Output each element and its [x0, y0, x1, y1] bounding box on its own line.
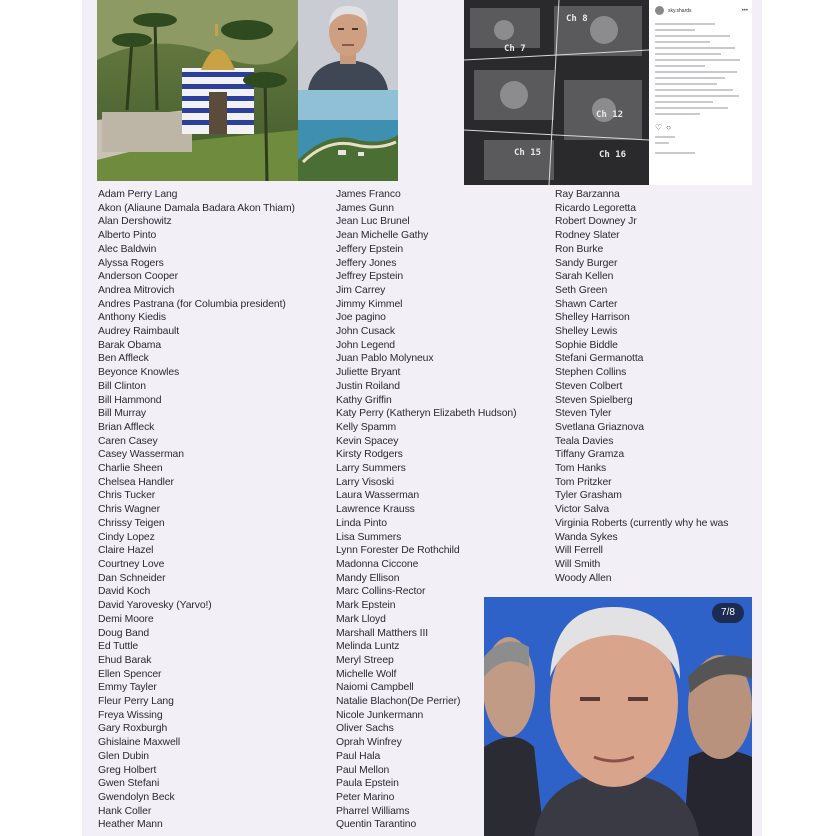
- name-entry: Victor Salva: [555, 504, 610, 516]
- name-entry: Hank Coller: [98, 805, 152, 817]
- name-entry: Stephen Collins: [555, 367, 627, 379]
- name-entry: Bill Clinton: [98, 380, 146, 392]
- name-entry: Oliver Sachs: [336, 723, 394, 735]
- name-entry: Mark Epstein: [336, 600, 396, 612]
- cam-label: Ch 12: [596, 110, 624, 120]
- name-entry: Laura Wasserman: [336, 490, 420, 502]
- name-entry: Marc Collins-Rector: [336, 586, 426, 598]
- name-entry: Chelsea Handler: [98, 476, 174, 488]
- name-entry: Tom Pritzker: [555, 476, 612, 488]
- name-entry: Virginia Roberts (currently why he was: [555, 517, 729, 529]
- name-entry: Freya Wissing: [98, 709, 163, 721]
- name-entry: Shawn Carter: [555, 298, 618, 310]
- name-entry: Lisa Summers: [336, 531, 402, 543]
- names-column-3: [555, 188, 728, 585]
- name-entry: Steven Colbert: [555, 380, 623, 392]
- name-entry: Ron Burke: [555, 243, 604, 255]
- name-entry: Bill Hammond: [98, 394, 162, 406]
- name-entry: Jimmy Kimmel: [336, 298, 403, 310]
- name-entry: Shelley Lewis: [555, 326, 618, 338]
- cam-label: Ch 16: [599, 150, 627, 160]
- cam-label: Ch 8: [566, 14, 588, 24]
- name-entry: Seth Green: [555, 284, 608, 296]
- name-entry: Sophie Biddle: [555, 339, 618, 351]
- name-entry: Claire Hazel: [98, 545, 154, 557]
- name-entry: Marshall Matthers III: [336, 627, 429, 639]
- name-entry: Ellen Spencer: [98, 668, 162, 680]
- name-entry: Greg Holbert: [98, 764, 157, 776]
- name-entry: Joe pagino: [336, 312, 386, 324]
- name-entry: Chrissy Teigen: [98, 517, 165, 529]
- name-entry: Demi Moore: [98, 613, 154, 625]
- name-entry: Gwen Stefani: [98, 778, 160, 790]
- name-entry: Peter Marino: [336, 791, 395, 803]
- name-entry: Ben Affleck: [98, 353, 149, 365]
- name-entry: Paula Epstein: [336, 778, 399, 790]
- name-entry: Barak Obama: [98, 339, 162, 351]
- name-entry: Ricardo Legoretta: [555, 202, 636, 214]
- name-entry: Charlie Sheen: [98, 463, 163, 475]
- island-photo: [298, 90, 398, 181]
- name-entry: Steven Spielberg: [555, 394, 633, 406]
- name-entry: Jean Michelle Gathy: [336, 230, 429, 242]
- name-entry: Mandy Ellison: [336, 572, 400, 584]
- name-entry: Katy Perry (Katheryn Elizabeth Hudson): [336, 408, 517, 420]
- name-entry: Rodney Slater: [555, 230, 620, 242]
- name-entry: Bill Murray: [98, 408, 146, 420]
- heart-icon[interactable]: ♡: [655, 123, 663, 132]
- name-entry: Michelle Wolf: [336, 668, 397, 680]
- name-entry: Heather Mann: [98, 819, 163, 831]
- name-entry: Linda Pinto: [336, 517, 387, 529]
- name-entry: Paul Mellon: [336, 764, 390, 776]
- name-entry: Alan Dershowitz: [98, 216, 172, 228]
- name-entry: Adam Perry Lang: [98, 189, 178, 200]
- name-entry: Jeffery Jones: [336, 257, 397, 269]
- name-entry: Tyler Grasham: [555, 490, 622, 502]
- name-entry: Dan Schneider: [98, 572, 166, 584]
- comment-icon[interactable]: ○: [666, 123, 672, 132]
- name-entry: David Koch: [98, 586, 151, 598]
- name-entry: Paul Hala: [336, 750, 381, 762]
- slide-counter-badge: 7/8: [712, 603, 744, 623]
- name-entry: Justin Roiland: [336, 380, 400, 392]
- name-entry: Tiffany Gramza: [555, 449, 625, 461]
- name-entry: Woody Allen: [555, 572, 612, 584]
- name-entry: Sarah Kellen: [555, 271, 614, 283]
- name-entry: Gwendolyn Beck: [98, 791, 175, 803]
- name-entry: James Franco: [336, 189, 401, 200]
- name-entry: Shelley Harrison: [555, 312, 630, 324]
- name-entry: Wanda Sykes: [555, 531, 618, 543]
- name-entry: Teala Davies: [555, 435, 614, 447]
- name-entry: Quentin Tarantino: [336, 819, 417, 831]
- name-entry: Pharrel Williams: [336, 805, 410, 817]
- name-entry: Jeffrey Epstein: [336, 271, 404, 283]
- avatar: [655, 6, 664, 15]
- name-entry: Will Ferrell: [555, 545, 603, 557]
- name-entry: David Yarovesky (Yarvo!): [98, 600, 212, 612]
- name-entry: Robert Downey Jr: [555, 216, 637, 228]
- name-entry: Jim Carrey: [336, 284, 386, 296]
- name-entry: Ehud Barak: [98, 654, 152, 666]
- name-entry: Casey Wasserman: [98, 449, 184, 461]
- name-entry: Doug Band: [98, 627, 150, 639]
- name-entry: Kevin Spacey: [336, 435, 399, 447]
- name-entry: Courtney Love: [98, 558, 165, 570]
- name-entry: Chris Wagner: [98, 504, 160, 516]
- name-entry: James Gunn: [336, 202, 394, 214]
- name-entry: Brian Affleck: [98, 421, 155, 433]
- name-entry: Juan Pablo Molyneux: [336, 353, 434, 365]
- name-entry: Anderson Cooper: [98, 271, 178, 283]
- name-entry: Larry Summers: [336, 463, 406, 475]
- name-entry: Kelly Spamm: [336, 421, 397, 433]
- name-entry: Anthony Kiedis: [98, 312, 166, 324]
- name-entry: Andrea Mitrovich: [98, 284, 175, 296]
- name-entry: Nicole Junkermann: [336, 709, 424, 721]
- name-entry: Kirsty Rodgers: [336, 449, 403, 461]
- name-entry: Stefani Germanotta: [555, 353, 644, 365]
- cctv-collage-photo: [464, 0, 649, 185]
- name-entry: Naiomi Campbell: [336, 682, 414, 694]
- name-entry: Fleur Perry Lang: [98, 696, 174, 708]
- name-entry: Beyonce Knowles: [98, 367, 180, 379]
- name-entry: Sandy Burger: [555, 257, 618, 269]
- names-column-1: [98, 188, 295, 832]
- cam-label: Ch 7: [504, 44, 526, 54]
- name-entry: Juliette Bryant: [336, 367, 401, 379]
- name-entry: Ray Barzanna: [555, 189, 620, 200]
- name-entry: Gary Roxburgh: [98, 723, 168, 735]
- name-entry: Alyssa Rogers: [98, 257, 164, 269]
- name-entry: Ed Tuttle: [98, 641, 139, 653]
- name-entry: Svetlana Griaznova: [555, 421, 644, 433]
- faces-photo: [484, 597, 752, 836]
- name-entry: Akon (Aliaune Damala Badara Akon Thiam): [98, 202, 295, 214]
- name-entry: Alberto Pinto: [98, 230, 157, 242]
- name-entry: Kathy Griffin: [336, 394, 392, 406]
- name-entry: Caren Casey: [98, 435, 158, 447]
- name-entry: Mark Lloyd: [336, 613, 386, 625]
- instagram-post-panel: [649, 0, 752, 185]
- name-entry: Lawrence Krauss: [336, 504, 415, 516]
- name-entry: Jeffery Epstein: [336, 243, 404, 255]
- name-entry: Tom Hanks: [555, 463, 607, 475]
- name-entry: Emmy Tayler: [98, 682, 157, 694]
- name-entry: Audrey Raimbault: [98, 326, 179, 338]
- name-entry: Lynn Forester De Rothchild: [336, 545, 460, 557]
- cam-label: Ch 15: [514, 148, 542, 158]
- name-entry: Meryl Streep: [336, 654, 394, 666]
- name-entry: Glen Dubin: [98, 750, 149, 762]
- name-entry: Natalie Blachon(De Perrier): [336, 696, 461, 708]
- name-entry: Madonna Ciccone: [336, 558, 419, 570]
- temple-photo: [97, 0, 298, 181]
- more-icon[interactable]: •••: [741, 7, 748, 14]
- name-entry: Ghislaine Maxwell: [98, 737, 181, 749]
- name-entry: Cindy Lopez: [98, 531, 155, 543]
- name-entry: Oprah Winfrey: [336, 737, 402, 749]
- name-entry: Chris Tucker: [98, 490, 156, 502]
- name-entry: Larry Visoski: [336, 476, 394, 488]
- name-entry: Melinda Luntz: [336, 641, 400, 653]
- insta-handle[interactable]: sky.shards: [668, 7, 692, 14]
- name-entry: Jean Luc Brunel: [336, 216, 410, 228]
- portrait-photo: [298, 0, 398, 90]
- name-entry: Will Smith: [555, 558, 601, 570]
- name-entry: Andres Pastrana (for Columbia president): [98, 298, 286, 310]
- name-entry: Steven Tyler: [555, 408, 612, 420]
- name-entry: John Legend: [336, 339, 395, 351]
- name-entry: John Cusack: [336, 326, 395, 338]
- name-entry: Alec Baldwin: [98, 243, 157, 255]
